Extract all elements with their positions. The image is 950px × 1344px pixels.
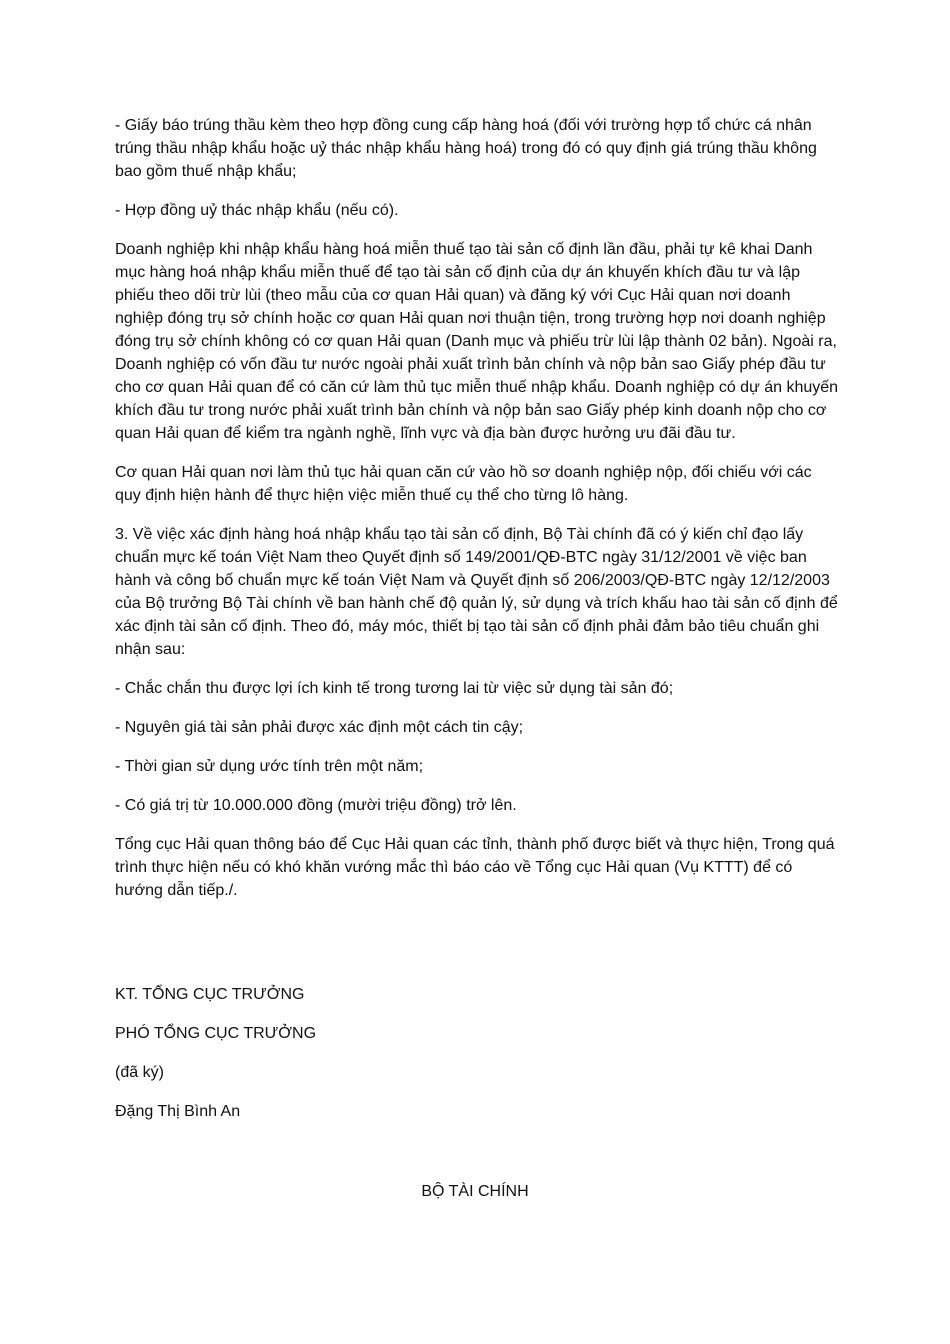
paragraph-closing-notice: Tổng cục Hải quan thông báo để Cục Hải quan các tỉnh, thành phố được biết và thực hiện, Trong quá trình thực hiện nếu có khó khăn vướng mắc thì báo cáo về Tổng cục Hải quan (Vụ KTTT) để có hướng dẫn tiếp./.	[115, 836, 835, 899]
paragraph-fixed-asset-definition: 3. Về việc xác định hàng hoá nhập khẩu tạo tài sản cố định, Bộ Tài chính đã có ý kiến chỉ đạo lấy chuẩn mực kế toán Việt Nam theo Quyết định số 149/2001/QĐ-BTC ngày 31/12/2001 về việc ban hành và công bố chuẩn mực kế toán Việt Nam và Quyết định số 206/2003/QĐ-BTC ngày 12/12/2003 của Bộ trưởng Bộ Tài chính về ban hành chế độ quản lý, sử dụng và trích khấu hao tài sản cố định để xác định tài sản cố định. Theo đó, máy móc, thiết bị tạo tài sản cố định phải đảm bảo tiêu chuẩn ghi nhận sau:	[115, 526, 838, 658]
ministry-title: BỘ TÀI CHÍNH	[421, 1183, 529, 1200]
criterion-minimum-value: - Có giá trị từ 10.000.000 đồng (mười triệu đồng) trở lên.	[115, 797, 517, 814]
signature-name: Đặng Thị Bình An	[115, 1103, 241, 1120]
document-body	[115, 114, 840, 918]
signature-position: PHÓ TỔNG CỤC TRƯỞNG	[115, 1025, 317, 1042]
paragraph-customs-procedure: Cơ quan Hải quan nơi làm thủ tục hải quan căn cứ vào hồ sơ doanh nghiệp nộp, đối chiếu với các quy định hiện hành để thực hiện việc miễn thuế cụ thể cho từng lô hàng.	[115, 464, 812, 504]
paragraph-enterprise-declaration: Doanh nghiệp khi nhập khẩu hàng hoá miễn thuế tạo tài sản cố định lần đầu, phải tự kê khai Danh mục hàng hoá nhập khẩu miễn thuế để tạo tài sản cố định của dự án khuyến khích đầu tư và lập phiếu theo dõi trừ lùi (theo mẫu của cơ quan Hải quan) và đăng ký với Cục Hải quan nơi doanh nghiệp đóng trụ sở chính hoặc cơ quan Hải quan nơi thuận tiện, trong trường hợp nơi doanh nghiệp đóng trụ sở chính không có cơ quan Hải quan (Danh mục và phiếu trừ lùi lập thành 02 bản). Ngoài ra, Doanh nghiệp có vốn đầu tư nước ngoài phải xuất trình bản chính và nộp bản sao Giấy phép đầu tư cho cơ quan Hải quan để có căn cứ làm thủ tục miễn thuế nhập khẩu. Doanh nghiệp có dự án khuyến khích đầu tư trong nước phải xuất trình bản chính và nộp bản sao Giấy phép kinh doanh nộp cho cơ quan Hải quan để kiểm tra ngành nghề, lĩnh vực và địa bàn được hưởng ưu đãi đầu tư.	[115, 241, 839, 442]
criterion-reliable-cost: - Nguyên giá tài sản phải được xác định một cách tin cậy;	[115, 719, 524, 736]
paragraph-bid-notice: - Giấy báo trúng thầu kèm theo hợp đồng cung cấp hàng hoá (đối với trường hợp tổ chức cá nhân trúng thầu nhập khẩu hoặc uỷ thác nhập khẩu hàng hoá) trong đó có quy định giá trúng thầu không bao gồm thuế nhập khẩu;	[115, 117, 817, 180]
criterion-useful-life: - Thời gian sử dụng ước tính trên một năm;	[115, 758, 424, 775]
signature-block	[115, 983, 840, 1139]
criterion-economic-benefit: - Chắc chắn thu được lợi ích kinh tế trong tương lai từ việc sử dụng tài sản đó;	[115, 680, 674, 697]
signature-signed-note: (đã ký)	[115, 1064, 164, 1081]
signature-authority: KT. TỔNG CỤC TRƯỞNG	[115, 986, 305, 1003]
paragraph-entrustment-contract: - Hợp đồng uỷ thác nhập khẩu (nếu có).	[115, 202, 399, 219]
